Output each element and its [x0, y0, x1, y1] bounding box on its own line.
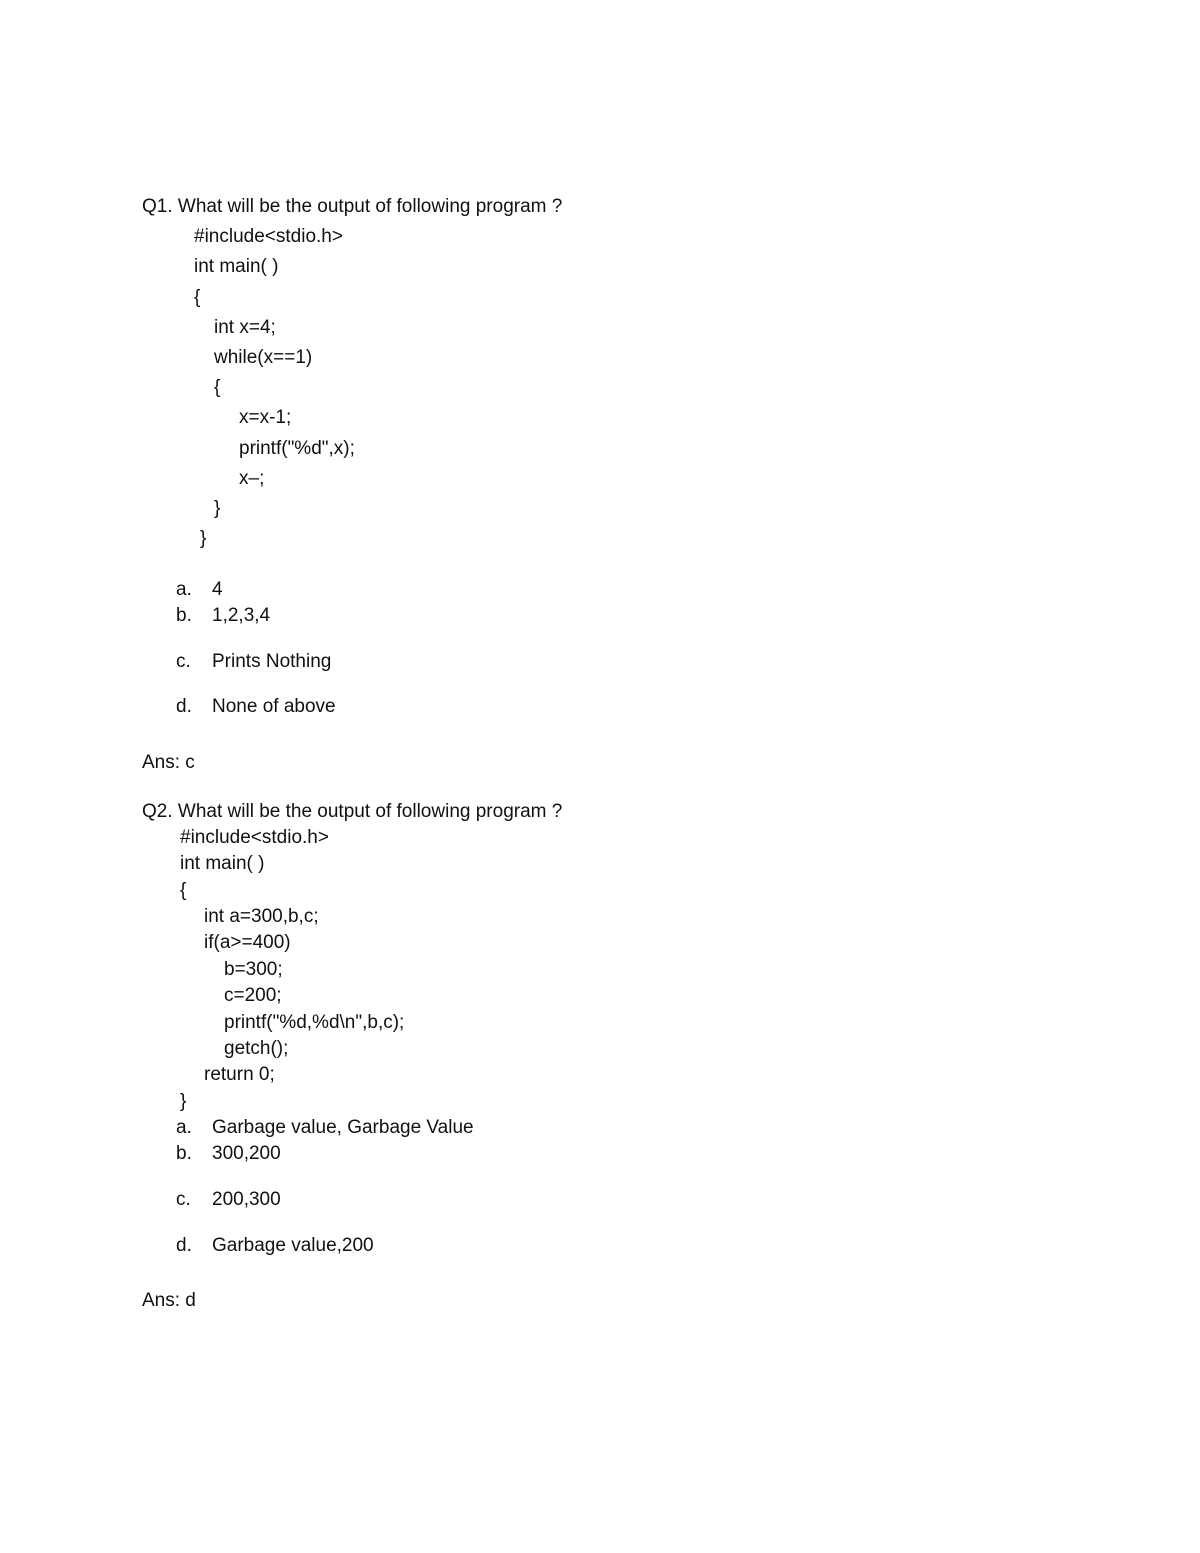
q1-code-line: while(x==1) [214, 347, 313, 368]
q1-option-letter: d. [176, 696, 192, 717]
q1-code-line: int x=4; [214, 317, 276, 338]
q1-option-text: None of above [212, 696, 336, 717]
q2-option-text: 300,200 [212, 1143, 281, 1164]
q2-option-letter: c. [176, 1189, 191, 1210]
q2-option-text: Garbage value, Garbage Value [212, 1117, 474, 1138]
q2-code-line: b=300; [224, 959, 283, 980]
q1-code-line: x–; [239, 468, 265, 489]
q1-code-line: int main( ) [194, 256, 279, 277]
question-1-title: Q1. What will be the output of following program ? [142, 196, 563, 217]
q2-code-line: { [180, 880, 187, 901]
q1-code-line: { [214, 377, 221, 398]
q1-code-line: #include<stdio.h> [194, 226, 343, 247]
q2-code-line: c=200; [224, 985, 282, 1006]
q2-answer: Ans: d [142, 1290, 196, 1311]
q2-option-letter: d. [176, 1235, 192, 1256]
q1-code-line: printf("%d",x); [239, 438, 355, 459]
q1-answer: Ans: c [142, 752, 195, 773]
question-2-title: Q2. What will be the output of following program ? [142, 801, 563, 822]
q1-option-letter: a. [176, 579, 192, 600]
q2-option-text: 200,300 [212, 1189, 281, 1210]
q1-option-text: Prints Nothing [212, 651, 332, 672]
q2-code-line: int main( ) [180, 853, 265, 874]
q1-code-line: } [214, 498, 221, 519]
q2-code-line: int a=300,b,c; [204, 906, 319, 927]
q1-option-text: 1,2,3,4 [212, 605, 271, 626]
q2-option-letter: b. [176, 1143, 192, 1164]
q2-option-letter: a. [176, 1117, 192, 1138]
q2-option-text: Garbage value,200 [212, 1235, 374, 1256]
q2-code-line: getch(); [224, 1038, 289, 1059]
q1-option-text: 4 [212, 579, 223, 600]
q2-code-line: return 0; [204, 1064, 275, 1085]
q1-option-letter: b. [176, 605, 192, 626]
q2-code-line: #include<stdio.h> [180, 827, 329, 848]
q2-code-line: } [180, 1091, 187, 1112]
q1-code-line: x=x-1; [239, 407, 292, 428]
q1-option-letter: c. [176, 651, 191, 672]
q1-code-line: } [200, 528, 207, 549]
q2-code-line: printf("%d,%d\n",b,c); [224, 1012, 405, 1033]
q2-code-line: if(a>=400) [204, 932, 291, 953]
q1-code-line: { [194, 287, 201, 308]
